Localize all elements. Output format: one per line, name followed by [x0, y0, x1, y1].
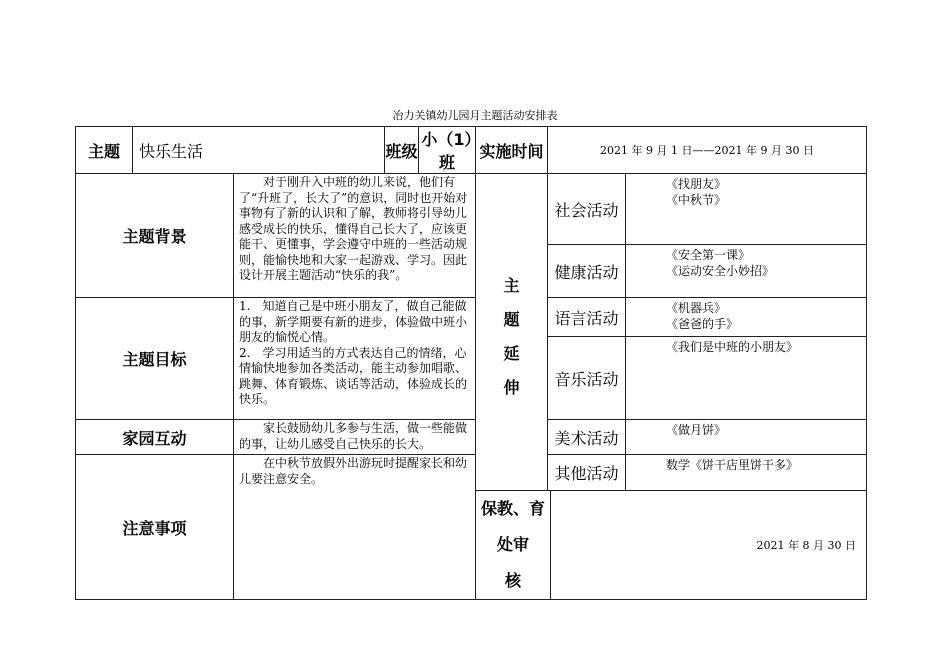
theme-label: 主题: [76, 127, 133, 174]
table-caption: 冶力关镇幼儿园月主题活动安排表: [392, 109, 558, 122]
activity-name-art: 美术活动: [548, 420, 626, 455]
header-row: [76, 127, 867, 174]
activity-items-music: [626, 337, 867, 420]
goals-label: 主题目标: [76, 298, 234, 420]
extension-char: 伸: [503, 378, 520, 397]
goal-item: 1. 知道自己是中班小朋友了，做自己能做的事，新学期要有新的进步，体验做中班小朋友的愉悦心情。: [239, 299, 468, 344]
activity-plan-table: [75, 126, 867, 600]
activity-name-social: 社会活动: [548, 174, 626, 245]
activity-name-other: 其他活动: [548, 455, 626, 491]
time-value: 2021 年 9 月 1 日——2021 年 9 月 30 日: [548, 127, 867, 174]
activity-name-music: 音乐活动: [548, 337, 626, 420]
goals-text: [234, 298, 476, 420]
activity-items-art: [626, 420, 867, 455]
notes-text: 在中秋节放假外出游玩时提醒家长和幼儿要注意安全。: [234, 455, 476, 600]
activity-item: 数学《饼干店里饼干多》: [666, 458, 799, 472]
class-value: 小（1）班: [419, 127, 476, 174]
review-label: [476, 491, 551, 600]
activity-items-health: [626, 245, 867, 298]
activity-item: 《安全第一课》: [666, 248, 751, 262]
extension-char: 题: [503, 310, 520, 329]
activity-item: 《中秋节》: [666, 193, 727, 207]
theme-value: 快乐生活: [133, 127, 385, 174]
class-label: 班级: [385, 127, 419, 174]
activity-item: 《运动安全小妙招》: [666, 264, 775, 278]
extension-char: 延: [503, 344, 520, 363]
notes-label: 注意事项: [76, 455, 234, 600]
activity-items-other: [626, 455, 867, 491]
activity-name-health: 健康活动: [548, 245, 626, 298]
activity-items-social: [626, 174, 867, 245]
home-label: 家园互动: [76, 420, 234, 455]
activity-name-language: 语言活动: [548, 298, 626, 337]
goal-item: 2. 学习用适当的方式表达自己的情绪，心情愉快地参加各类活动，能主动参加唱歌、跳舞、体育锻炼、谈话等活动，体验成长的快乐。: [239, 345, 468, 406]
extension-label: [476, 174, 548, 491]
background-label: 主题背景: [76, 174, 234, 298]
extension-char: 主: [503, 276, 520, 295]
review-label-line: 核: [504, 571, 521, 590]
home-text: 家长鼓励幼儿多参与生活，做一些能做的事，让幼儿感受自己快乐的长大。: [234, 420, 476, 455]
background-text: 对于刚升入中班的幼儿来说，他们有了“升班了，长大了”的意识，同时也开始对事物有了新的认识和了解，教师将引导幼儿感受成长的快乐，懂得自己长大了，应该更能干、更懂事，学会遵守中班的一些活动规则，能愉快地和大家一起游戏、学习。因此设计开展主题活动“快乐的我”。: [234, 174, 476, 298]
activity-item: 《找朋友》: [666, 177, 727, 191]
activity-item: 《爸爸的手》: [666, 317, 739, 331]
activity-item: 《我们是中班的小朋友》: [666, 340, 799, 354]
review-label-line: 保教、育处审: [480, 499, 545, 554]
activity-item: 《机器兵》: [666, 301, 727, 315]
review-date: 2021 年 8 月 30 日: [551, 491, 867, 600]
activity-items-language: [626, 298, 867, 337]
time-label: 实施时间: [476, 127, 548, 174]
activity-item: 《做月饼》: [666, 423, 727, 437]
